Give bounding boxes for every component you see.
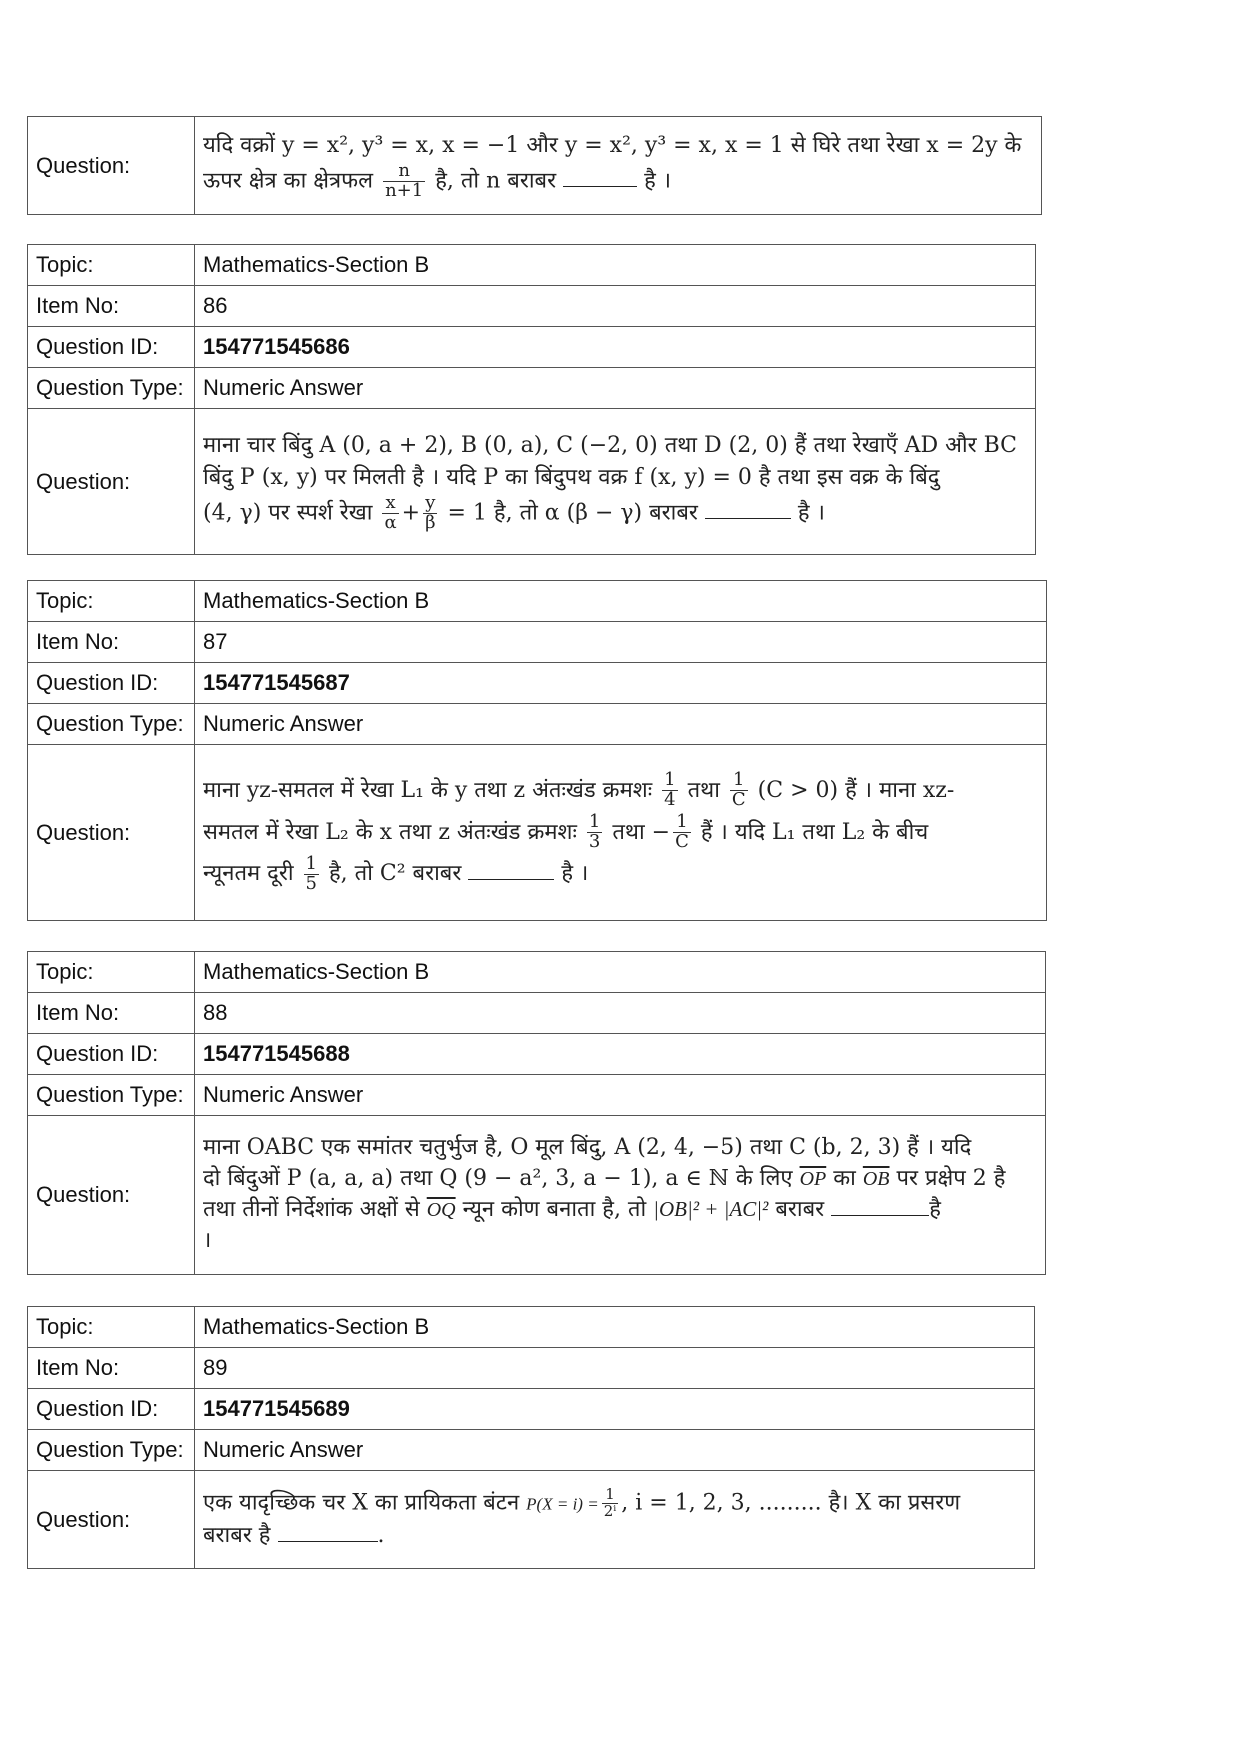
q85-line2-mid: है, तो n बराबर xyxy=(435,168,557,194)
question-id-value: 154771545688 xyxy=(195,1034,1046,1075)
question-86-line-1: माना चार बिंदु A (0, a + 2), B (0, a), C (−2, 0) तथा D (2, 0) हैं तथा रेखाएँ AD और BC xyxy=(203,433,1018,459)
question-label: Question: xyxy=(28,117,195,215)
topic-label: Topic: xyxy=(28,581,195,622)
topic-label: Topic: xyxy=(28,245,195,286)
question-85-table xyxy=(27,116,1042,215)
plus-sign: + xyxy=(401,500,421,526)
question-89-text xyxy=(195,1471,1035,1569)
question-type-label: Question Type: xyxy=(28,704,195,745)
fraction-one-over-c: $\frac{1}{C}$ xyxy=(731,769,746,811)
question-89-line-2: बराबर है . xyxy=(203,1522,385,1548)
fraction-minus-one-over-c: $\frac{1}{C}$ xyxy=(675,811,689,853)
topic-value: Mathematics-Section B xyxy=(195,1307,1035,1348)
question-label: Question: xyxy=(28,409,195,555)
question-88-table xyxy=(27,951,1046,1275)
probability-expression: P(X = i) = xyxy=(526,1494,599,1514)
question-type-label: Question Type: xyxy=(28,1075,195,1116)
q86-line3-mid: = 1 है, तो α (β − γ) बराबर xyxy=(447,500,698,526)
item-no-value: 88 xyxy=(195,993,1046,1034)
q86-line3-end: है । xyxy=(797,500,825,526)
fraction-one-quarter: $\frac{1}{4}$ xyxy=(664,769,676,811)
question-id-label: Question ID: xyxy=(28,1034,195,1075)
item-no-label: Item No: xyxy=(28,993,195,1034)
modulus-expression: |OB|² + |AC|² xyxy=(653,1197,769,1221)
question-87-text xyxy=(195,745,1047,921)
question-87-line-2: समतल में रेखा L₂ के x तथा z अंतःखंड क्रमशः $\frac{1}{3}$ तथा − $\frac{1}{C}$ हैं । यदि L₁ तथा L₂ के बीच xyxy=(203,811,929,853)
question-type-value: Numeric Answer xyxy=(195,704,1047,745)
question-87-line-1: माना yz-समतल में रेखा L₁ के y तथा z अंतःखंड क्रमशः $\frac{1}{4}$ तथा $\frac{1}{C}$ (C > 0) हैं । माना xz- xyxy=(203,769,955,811)
question-type-value: Numeric Answer xyxy=(195,1075,1046,1116)
question-type-label: Question Type: xyxy=(28,1430,195,1471)
vector-op: $\overline{OP}$ xyxy=(799,1168,827,1191)
item-no-value: 86 xyxy=(195,286,1036,327)
fraction-x-alpha: $\frac{x}{\alpha}$ xyxy=(384,492,397,533)
question-id-value: 154771545687 xyxy=(195,663,1047,704)
fraction-y-beta: $\frac{y}{\beta}$ xyxy=(425,492,436,533)
q85-line2-end: है । xyxy=(644,168,672,194)
answer-blank xyxy=(705,517,791,519)
question-id-label: Question ID: xyxy=(28,663,195,704)
answer-blank xyxy=(278,1540,378,1542)
topic-value: Mathematics-Section B xyxy=(195,245,1036,286)
item-no-label: Item No: xyxy=(28,286,195,327)
question-id-value: 154771545689 xyxy=(195,1389,1035,1430)
question-88-line-3: तथा तीनों निर्देशांक अक्षों से $\overline{OQ}$ न्यून कोण बनाता है, तो |OB|² + |AC|² बराबर है xyxy=(203,1197,941,1222)
answer-blank xyxy=(831,1214,929,1216)
question-85-line-2 xyxy=(203,162,1033,201)
item-no-value: 87 xyxy=(195,622,1047,663)
question-89-line-1: एक यादृच्छिक चर X का प्रायिकता बंटन P(X = i) = $\frac{1}{\text{2ⁱ}}$ , i = 1, 2, 3, ......... है। X का प्रसरण xyxy=(203,1485,961,1521)
question-label: Question: xyxy=(28,1116,195,1275)
question-89-table xyxy=(27,1306,1035,1569)
answer-blank xyxy=(468,878,554,880)
question-86-text xyxy=(195,409,1036,555)
question-87-table xyxy=(27,580,1047,921)
fraction-one-fifth: $\frac{1}{5}$ xyxy=(305,853,317,894)
question-86-line-3 xyxy=(203,494,1027,533)
question-88-line-4: । xyxy=(203,1227,212,1253)
question-type-label: Question Type: xyxy=(28,368,195,409)
question-86-table xyxy=(27,244,1036,555)
topic-value: Mathematics-Section B xyxy=(195,952,1046,993)
q86-line3-pre: (4, γ) पर स्पर्श रेखा xyxy=(203,500,373,526)
question-88-line-2: दो बिंदुओं P (a, a, a) तथा Q (9 − a², 3, a − 1), a ∈ ℕ के लिए $\overline{OP}$ का $\overline{OB}$ पर प्रक्षेप 2 है xyxy=(203,1166,1006,1192)
vector-ob: $\overline{OB}$ xyxy=(862,1168,890,1191)
vector-oq: $\overline{OQ}$ xyxy=(426,1199,456,1221)
question-85-text xyxy=(195,117,1042,215)
question-type-value: Numeric Answer xyxy=(195,368,1036,409)
topic-value: Mathematics-Section B xyxy=(195,581,1047,622)
question-label: Question: xyxy=(28,745,195,921)
question-id-value: 154771545686 xyxy=(195,327,1036,368)
q85-line2-pre: ऊपर क्षेत्र का क्षेत्रफल xyxy=(203,168,374,194)
question-type-value: Numeric Answer xyxy=(195,1430,1035,1471)
question-88-text xyxy=(195,1116,1046,1275)
item-no-value: 89 xyxy=(195,1348,1035,1389)
question-id-label: Question ID: xyxy=(28,327,195,368)
question-label: Question: xyxy=(28,1471,195,1569)
question-87-line-3: न्यूनतम दूरी $\frac{1}{5}$ है, तो C² बराबर है । xyxy=(203,853,589,894)
topic-label: Topic: xyxy=(28,1307,195,1348)
item-no-label: Item No: xyxy=(28,622,195,663)
question-id-label: Question ID: xyxy=(28,1389,195,1430)
question-86-line-2: बिंदु P (x, y) पर मिलती है । यदि P का बिंदुपथ वक्र f (x, y) = 0 है तथा इस वक्र के बिंदु xyxy=(203,465,940,491)
item-no-label: Item No: xyxy=(28,1348,195,1389)
topic-label: Topic: xyxy=(28,952,195,993)
area-fraction: $\frac{n}{n+1}$ xyxy=(385,160,424,201)
fraction-one-over-two-power-i: $\frac{1}{\text{2ⁱ}}$ xyxy=(603,1485,617,1521)
answer-blank xyxy=(563,185,637,187)
question-88-line-1: माना OABC एक समांतर चतुर्भुज है, O मूल बिंदु, A (2, 4, −5) तथा C (b, 2, 3) हैं । यदि xyxy=(203,1135,972,1161)
question-85-line-1: यदि वक्रों y = x², y³ = x, x = −1 और y = x², y³ = x, x = 1 से घिरे तथा रेखा x = 2y के xyxy=(203,133,1022,159)
fraction-one-third: $\frac{1}{3}$ xyxy=(588,811,601,853)
